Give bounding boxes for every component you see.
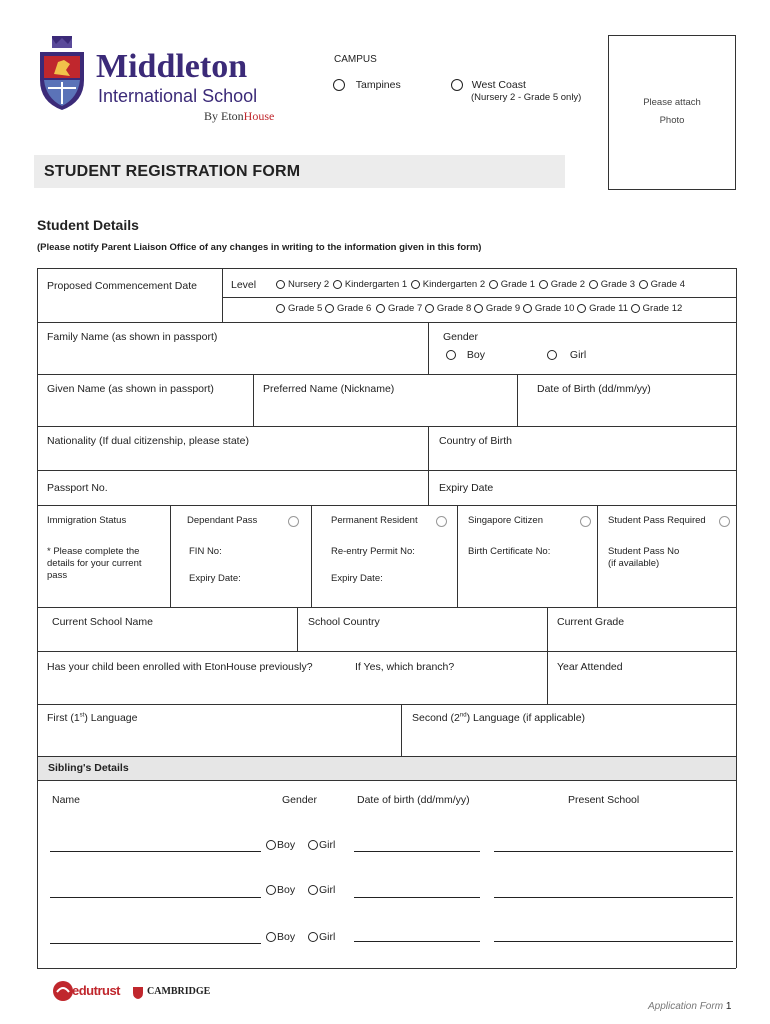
complete-note: * Please complete the details for your current pass bbox=[47, 546, 142, 581]
sibling-dob-field[interactable] bbox=[354, 897, 480, 898]
photo-box[interactable] bbox=[608, 35, 736, 190]
second-language-label: Second (2nd) Language (if applicable) bbox=[412, 712, 586, 724]
level-option[interactable]: Grade 4 bbox=[639, 279, 685, 290]
student-pass-no-label: Student Pass No bbox=[608, 546, 680, 557]
fin-label: FIN No: bbox=[189, 546, 222, 557]
radio-icon[interactable] bbox=[425, 304, 434, 313]
passport-label: Passport No. bbox=[47, 482, 108, 494]
sibling-dob-field[interactable] bbox=[354, 851, 480, 852]
radio-icon[interactable] bbox=[411, 280, 420, 289]
country-birth-label: Country of Birth bbox=[439, 435, 512, 447]
gender-option-boy[interactable]: Boy bbox=[446, 349, 485, 361]
sibling-school-field[interactable] bbox=[494, 897, 733, 898]
sibling-heading: Sibling's Details bbox=[48, 762, 129, 774]
current-grade-label: Current Grade bbox=[557, 616, 625, 628]
level-option[interactable]: Grade 7 bbox=[376, 303, 422, 314]
sibling-gender-boy[interactable]: Boy bbox=[266, 839, 295, 851]
radio-icon[interactable] bbox=[436, 516, 447, 527]
level-option[interactable]: Grade 3 bbox=[589, 279, 635, 290]
radio-icon[interactable] bbox=[376, 304, 385, 313]
student-details-note: (Please notify Parent Liaison Office of any changes in writing to the information given in this form) bbox=[37, 242, 482, 253]
campus-west-coast-note: (Nursery 2 - Grade 5 only) bbox=[471, 92, 582, 103]
crest-icon bbox=[36, 36, 88, 112]
by-etonhouse bbox=[204, 109, 274, 124]
status-singapore-citizen[interactable]: Singapore Citizen bbox=[468, 515, 543, 526]
sibling-header-bar bbox=[38, 757, 736, 781]
which-branch-label: If Yes, which branch? bbox=[355, 661, 455, 673]
radio-icon[interactable] bbox=[451, 79, 463, 91]
radio-icon[interactable] bbox=[333, 79, 345, 91]
radio-icon[interactable] bbox=[266, 885, 276, 895]
campus-option-tampines-label: Tampines bbox=[355, 79, 401, 91]
sibling-school-field[interactable] bbox=[494, 851, 733, 852]
page-label: Application Form bbox=[648, 1001, 724, 1012]
radio-icon[interactable] bbox=[474, 304, 483, 313]
radio-icon[interactable] bbox=[288, 516, 299, 527]
level-option[interactable]: Grade 9 bbox=[474, 303, 520, 314]
level-option[interactable]: Grade 6 bbox=[325, 303, 371, 314]
level-option[interactable]: Grade 10 bbox=[523, 303, 575, 314]
radio-icon[interactable] bbox=[266, 840, 276, 850]
radio-icon[interactable] bbox=[719, 516, 730, 527]
radio-icon[interactable] bbox=[631, 304, 640, 313]
enrolled-label: Has your child been enrolled with EtonHouse previously? bbox=[47, 661, 313, 673]
sibling-col-school: Present School bbox=[568, 794, 640, 806]
level-option[interactable]: Grade 8 bbox=[425, 303, 471, 314]
radio-icon[interactable] bbox=[266, 932, 276, 942]
level-option[interactable]: Grade 5 bbox=[276, 303, 322, 314]
form-title: STUDENT REGISTRATION FORM bbox=[44, 163, 301, 180]
level-option[interactable]: Kindergarten 2 bbox=[411, 279, 485, 290]
radio-icon[interactable] bbox=[276, 304, 285, 313]
school-name-line2: International School bbox=[98, 86, 258, 106]
radio-icon[interactable] bbox=[589, 280, 598, 289]
level-label: Level bbox=[231, 279, 257, 291]
radio-icon[interactable] bbox=[580, 516, 591, 527]
level-option[interactable]: Kindergarten 1 bbox=[333, 279, 407, 290]
photo-line2: Photo bbox=[659, 115, 685, 126]
level-option[interactable]: Grade 11 bbox=[577, 303, 628, 314]
edutrust-mark-icon bbox=[52, 980, 74, 1002]
dob-label: Date of Birth (dd/mm/yy) bbox=[537, 383, 651, 395]
preferred-name-label: Preferred Name (Nickname) bbox=[263, 383, 395, 395]
radio-icon[interactable] bbox=[276, 280, 285, 289]
year-attended-label: Year Attended bbox=[557, 661, 623, 673]
student-pass-no-note: (if available) bbox=[608, 558, 660, 569]
first-language-label: First (1st) Language bbox=[47, 712, 138, 724]
sibling-name-field[interactable] bbox=[50, 851, 261, 852]
school-country-label: School Country bbox=[308, 616, 380, 628]
cambridge-logo bbox=[132, 985, 222, 1011]
level-option[interactable]: Grade 1 bbox=[489, 279, 535, 290]
radio-icon[interactable] bbox=[308, 932, 318, 942]
radio-icon[interactable] bbox=[325, 304, 334, 313]
nationality-label: Nationality (If dual citizenship, please state) bbox=[47, 435, 249, 447]
family-name-label: Family Name (as shown in passport) bbox=[47, 331, 218, 343]
given-name-label: Given Name (as shown in passport) bbox=[47, 383, 214, 395]
radio-icon[interactable] bbox=[489, 280, 498, 289]
current-school-label: Current School Name bbox=[52, 616, 153, 628]
sibling-col-name: Name bbox=[52, 794, 81, 806]
gender-label: Gender bbox=[443, 331, 479, 343]
level-options-row1 bbox=[276, 279, 685, 290]
page-number: 1 bbox=[725, 1001, 732, 1012]
campus-option-tampines[interactable] bbox=[333, 79, 401, 91]
by-line-suffix: House bbox=[243, 109, 275, 123]
expiry-date-label: Expiry Date bbox=[439, 482, 494, 494]
radio-icon[interactable] bbox=[333, 280, 342, 289]
radio-icon[interactable] bbox=[539, 280, 548, 289]
birth-cert-label: Birth Certificate No: bbox=[468, 546, 551, 557]
sibling-col-dob: Date of birth (dd/mm/yy) bbox=[357, 794, 470, 806]
radio-icon[interactable] bbox=[639, 280, 648, 289]
status-student-pass[interactable]: Student Pass Required bbox=[608, 515, 706, 526]
sibling-gender-boy[interactable]: Boy bbox=[266, 884, 295, 896]
radio-icon[interactable] bbox=[446, 350, 456, 360]
immigration-status-label: Immigration Status bbox=[47, 515, 127, 526]
sibling-name-field[interactable] bbox=[50, 943, 261, 944]
student-details-heading: Student Details bbox=[37, 217, 139, 233]
commencement-date-label: Proposed Commencement Date bbox=[47, 280, 197, 292]
campus-option-west-coast-label: West Coast bbox=[471, 79, 526, 91]
radio-icon[interactable] bbox=[308, 885, 318, 895]
photo-line1: Please attach bbox=[643, 97, 701, 108]
reentry-expiry-label: Expiry Date: bbox=[331, 573, 383, 584]
sibling-school-field[interactable] bbox=[494, 941, 733, 942]
sibling-gender-girl[interactable]: Girl bbox=[308, 931, 335, 943]
campus-option-west-coast[interactable] bbox=[451, 79, 526, 91]
campus-label: CAMPUS bbox=[334, 54, 377, 65]
cambridge-text: CAMBRIDGE bbox=[147, 986, 211, 997]
sibling-name-field[interactable] bbox=[50, 897, 261, 898]
level-option[interactable]: Nursery 2 bbox=[276, 279, 329, 290]
sibling-gender-boy[interactable]: Boy bbox=[266, 931, 295, 943]
status-permanent-resident[interactable]: Permanent Resident bbox=[331, 515, 418, 526]
level-option[interactable]: Grade 2 bbox=[539, 279, 585, 290]
sibling-col-gender: Gender bbox=[282, 794, 318, 806]
school-logo bbox=[36, 36, 291, 126]
edutrust-text: edutrust bbox=[72, 983, 120, 998]
page-footer-label bbox=[648, 1001, 731, 1012]
level-option[interactable]: Grade 12 bbox=[631, 303, 683, 314]
radio-icon[interactable] bbox=[523, 304, 532, 313]
reentry-label: Re-entry Permit No: bbox=[331, 546, 415, 557]
edutrust-logo bbox=[52, 980, 118, 1014]
level-options-row2 bbox=[276, 303, 682, 314]
radio-icon[interactable] bbox=[577, 304, 586, 313]
school-name-line1: Middleton bbox=[96, 48, 248, 85]
sibling-gender-girl[interactable]: Girl bbox=[308, 839, 335, 851]
radio-icon[interactable] bbox=[308, 840, 318, 850]
form-title-bar bbox=[34, 155, 565, 188]
gender-option-girl[interactable]: Girl bbox=[547, 349, 586, 361]
sibling-dob-field[interactable] bbox=[354, 941, 480, 942]
status-dependant-pass[interactable]: Dependant Pass bbox=[187, 515, 258, 526]
shield-icon bbox=[132, 986, 144, 1000]
by-line-prefix: By Eton bbox=[204, 109, 244, 123]
sibling-gender-girl[interactable]: Girl bbox=[308, 884, 335, 896]
fin-expiry-label: Expiry Date: bbox=[189, 573, 241, 584]
radio-icon[interactable] bbox=[547, 350, 557, 360]
